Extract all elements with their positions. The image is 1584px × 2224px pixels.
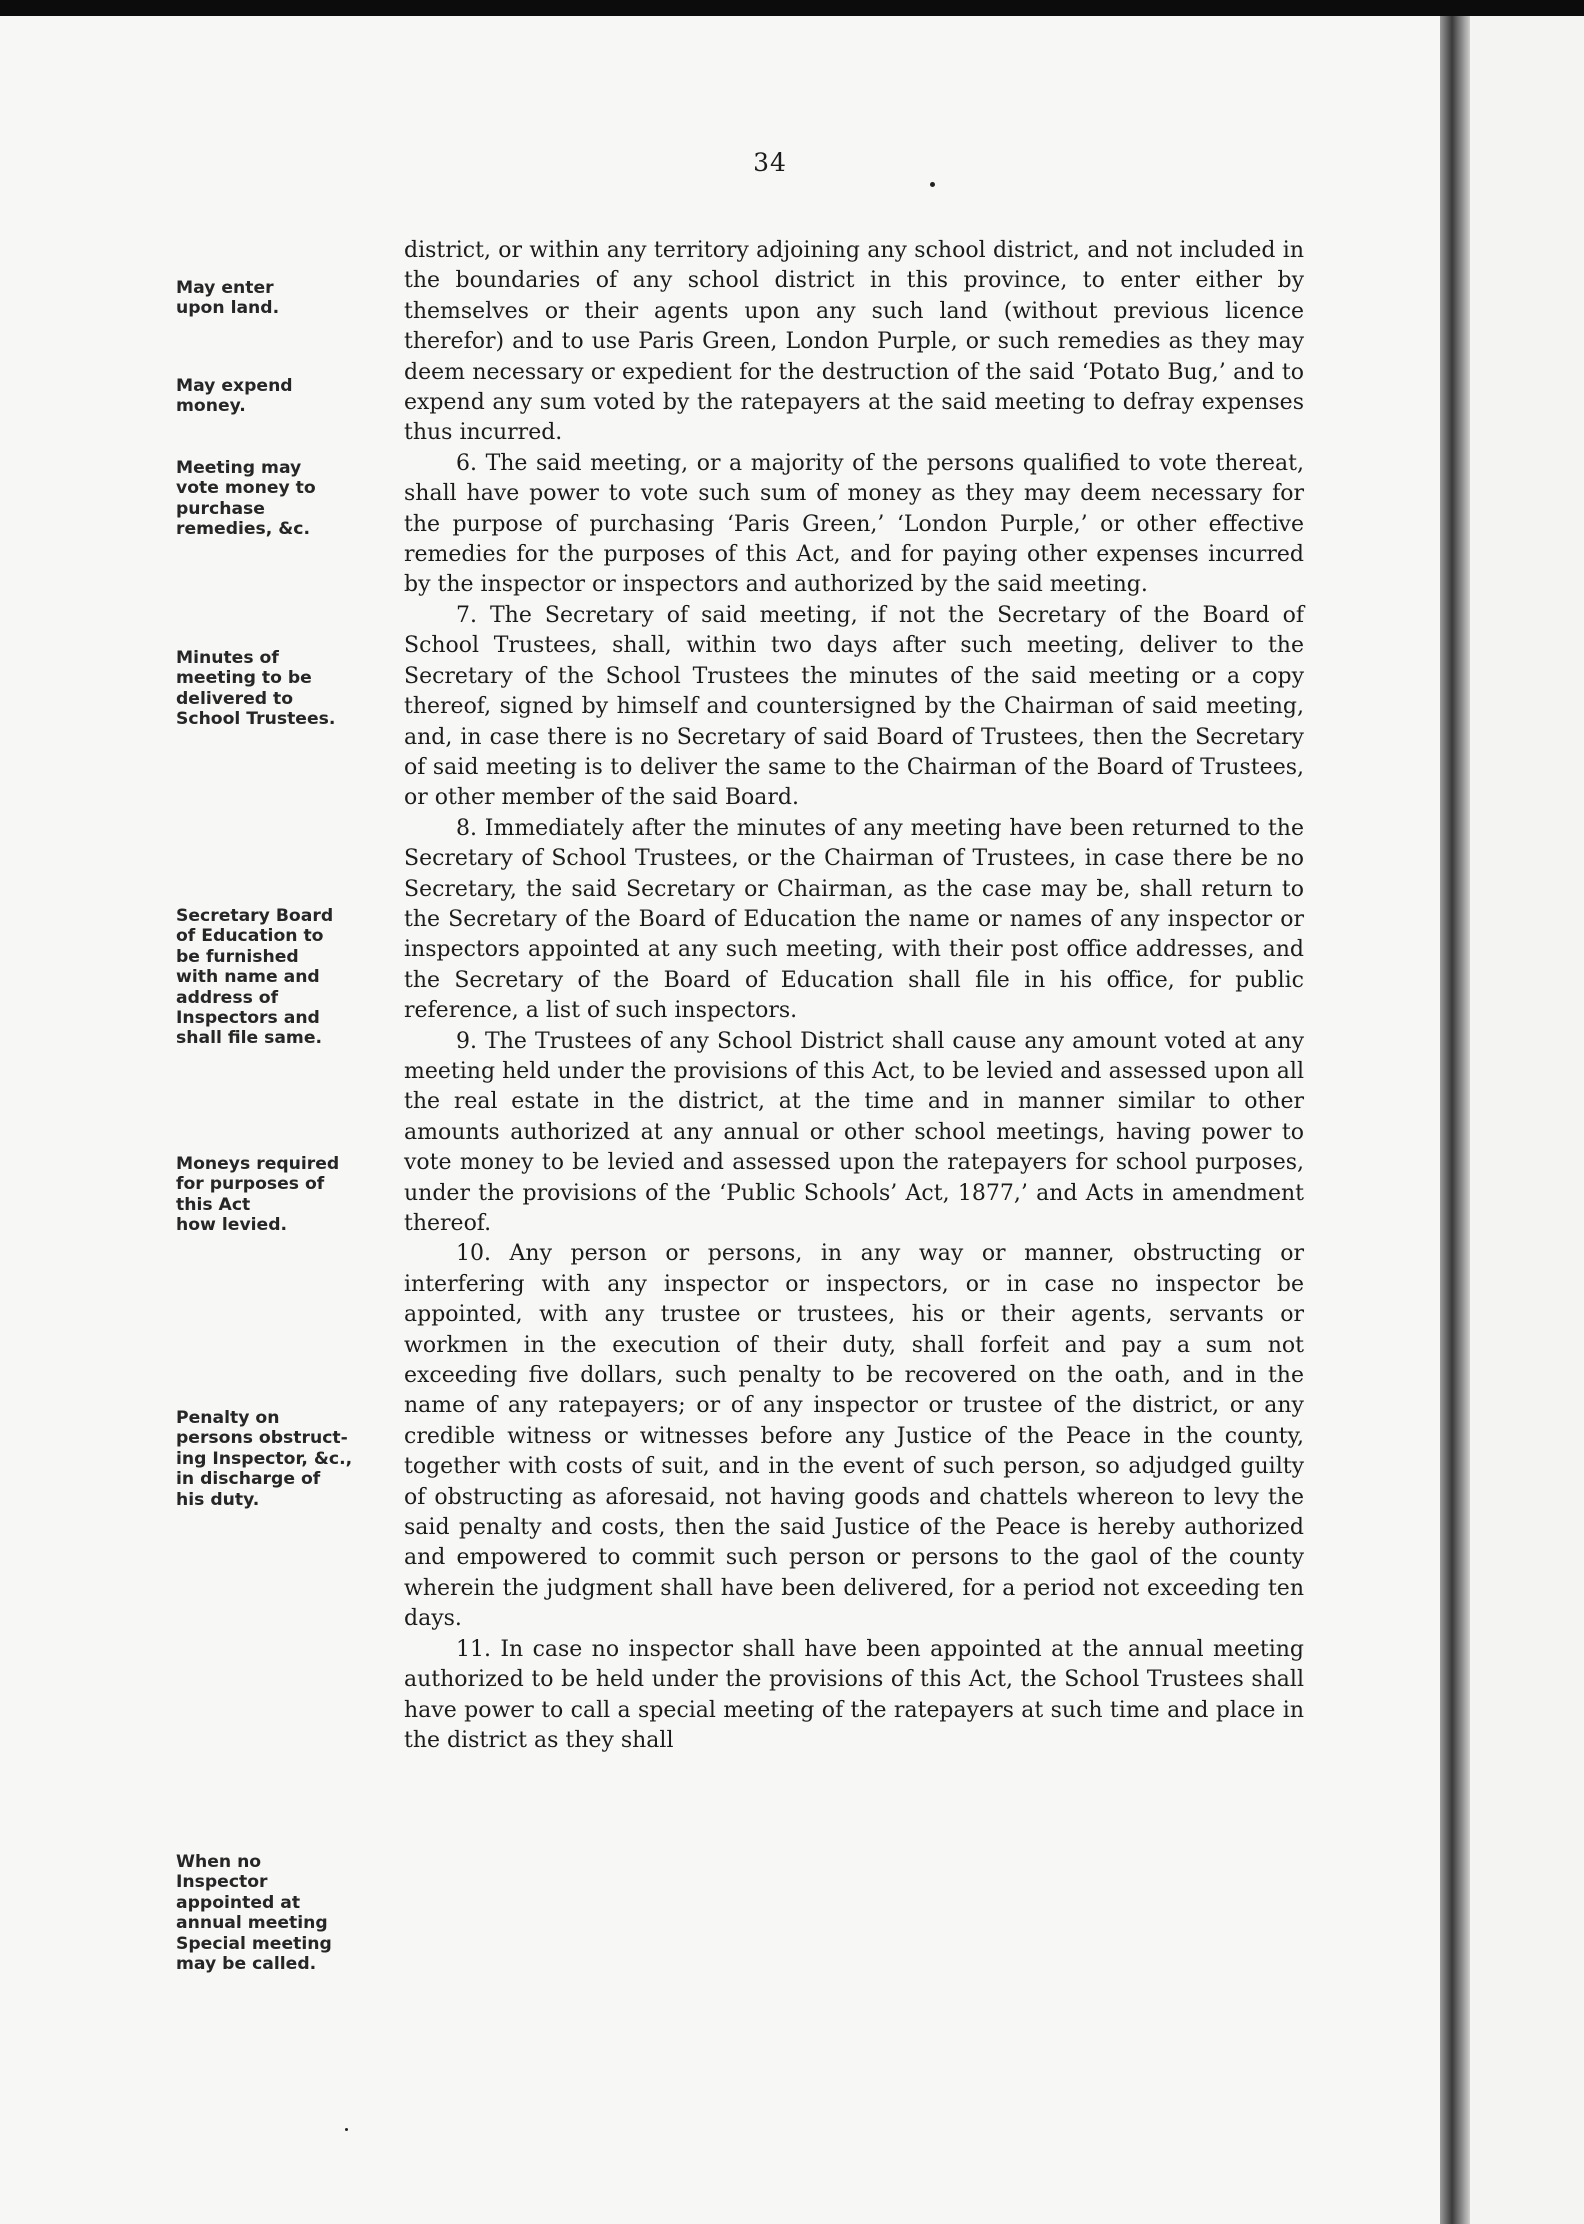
section-10: 10. Any person or persons, in any way or manner, obstructing or interfering with any inspector or inspectors, or in case no inspector be appointed, with any trustee or trustees, his or their agents, servants or workmen in the execution of their duty, shall forfeit and pay a sum not exceeding five dollars, such penalty to be recovered on the oath, and in the name of any ratepayers; or of any inspector or trustee of the district, or any credible witness or witnesses before any Justice of the Peace in the county, together with costs of suit, and in the event of such person, so adjudged guilty of obstructing as aforesaid, not having goods and chattels whereon to levy the said penalty and costs, then the said Justice of the Peace is hereby authorized and empowered to commit such person or persons to the gaol of the county wherein the judgment shall have been delivered, for a period not exceeding ten days. [404,1241,1304,1632]
margin-note-secretary-board: Secretary Board of Education to be furnished with name and address of Inspectors and shall file same. [176,906,334,1049]
margin-note-special-meeting: When no Inspector appointed at annual meeting Special meeting may be called. [176,1852,332,1975]
ink-speck [930,182,935,187]
section-8: 8. Immediately after the minutes of any meeting have been returned to the Secretary of School Trustees, or the Chairman of Trustees, in case there be no Secretary, the said Secretary or Chairman, as the case may be, shall return to the Secretary of the Board of Education the name or names of any inspector or inspectors appointed at any such meeting, with their post office addresses, and the Secretary of the Board of Education shall file in his office, for public reference, a list of such inspectors. [404,815,1304,1024]
body-text [404,236,1304,1756]
scan-top-border [0,0,1584,16]
margin-note-vote-money: Meeting may vote money to purchase remedies, &c. [176,458,316,540]
margin-note-penalty: Penalty on persons obstruct- ing Inspector, &c., in discharge of his duty. [176,1408,353,1510]
ink-speck [345,2128,348,2131]
section-11: 11. In case no inspector shall have been appointed at the annual meeting authorized to be held under the provisions of this Act, the School Trustees shall have power to call a special meeting of the ratepayers at such time and place in the district as they shall [404,1636,1304,1753]
section-6: 6. The said meeting, or a majority of the persons qualified to vote thereat, shall have power to vote such sum of money as they may deem necessary for the purpose of purchasing ‘Paris Green,’ ‘London Purple,’ or other effective remedies for the purposes of this Act, and for paying other expenses incurred by the inspector or inspectors and authorized by the said meeting. [404,450,1304,598]
book-gutter [1440,16,1470,2224]
facing-page-edge [1470,16,1584,2224]
margin-note-moneys-levied: Moneys required for purposes of this Act how levied. [176,1154,340,1236]
page-number: 34 [753,148,787,177]
margin-note-enter-land: May enter upon land. [176,278,280,319]
section-9: 9. The Trustees of any School District shall cause any amount voted at any meeting held under the provisions of this Act, to be levied and assessed upon all the real estate in the district, at the time and in manner similar to other amounts authorized at any annual or other school meetings, having power to vote money to be levied and assessed upon the ratepayers for school purposes, under the provisions of the ‘Public Schools’ Act, 1877,’ and Acts in amendment thereof. [404,1028,1304,1236]
section-7: 7. The Secretary of said meeting, if not the Secretary of the Board of School Trustees, shall, within two days after such meeting, deliver to the Secretary of the School Trustees the minutes of the said meeting or a copy thereof, signed by himself and countersigned by the Chairman of said meeting, and, in case there is no Secretary of said Board of Trustees, then the Secretary of said meeting is to deliver the same to the Chairman of the Board of Trustees, or other member of the said Board. [404,602,1304,811]
margin-note-expend-money: May expend money. [176,376,293,417]
margin-note-minutes: Minutes of meeting to be delivered to School Trustees. [176,648,336,730]
paragraph-continuation: district, or within any territory adjoining any school district, and not included in the boundaries of any school district in this province, to enter either by themselves or their agents upon any such land (without previous licence therefor) and to use Paris Green, London Purple, or such remedies as they may deem necessary or expedient for the destruction of the said ‘Potato Bug,’ and to expend any sum voted by the ratepayers at the said meeting to defray expenses thus incurred. [404,238,1304,446]
